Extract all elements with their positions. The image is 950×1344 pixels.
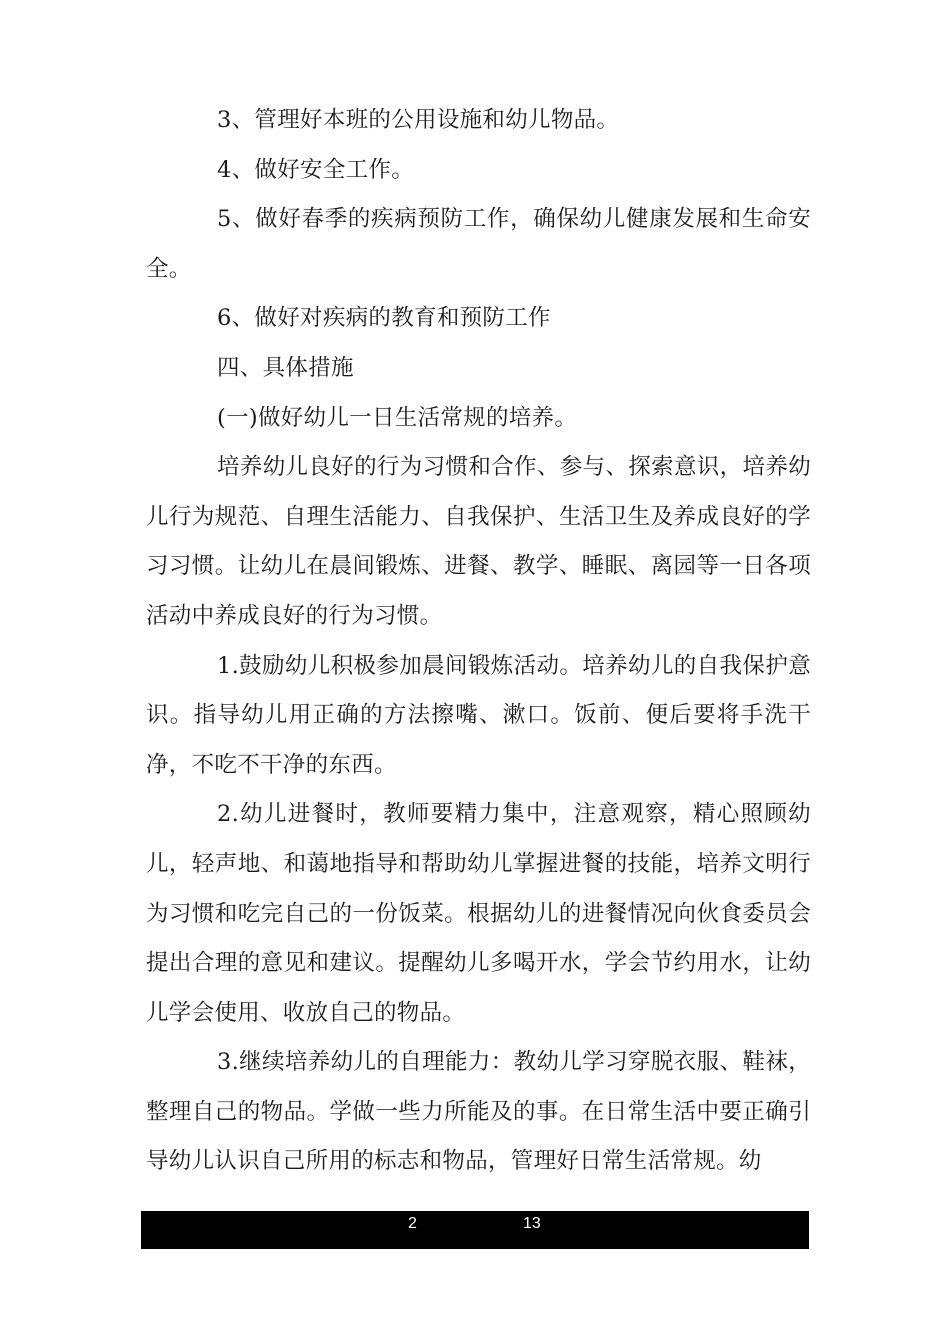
paragraph: 培养幼儿良好的行为习惯和合作、参与、探索意识，培养幼儿行为规范、自理生活能力、自我保护、生活卫生及养成良好的学习习惯。让幼儿在晨间锻炼、进餐、教学、睡眠、离园等一日各项活动中养成良好的行为习惯。 [146, 454, 811, 629]
paragraph: 2.幼儿进餐时，教师要精力集中，注意观察，精心照顾幼儿，轻声地、和蔼地指导和帮助幼儿掌握进餐的技能，培养文明行为习惯和吃完自己的一份饭菜。根据幼儿的进餐情况向伙食委员会提出合理的意见和建议。提醒幼儿多喝开水，学会节约用水，让幼儿学会使用、收放自己的物品。 [146, 801, 811, 1026]
paragraph: 6、做好对疾病的教育和预防工作 [217, 305, 551, 332]
page-number-current: 2 [408, 1215, 417, 1232]
subsection-heading: (一)做好幼儿一日生活常规的培养。 [217, 404, 578, 431]
page-footer-bar [141, 1211, 809, 1249]
document-body [146, 96, 811, 1187]
paragraph: 1.鼓励幼儿积极参加晨间锻炼活动。培养幼儿的自我保护意识。指导幼儿用正确的方法擦嘴、漱口。饭前、便后要将手洗干净，不吃不干净的东西。 [146, 652, 811, 778]
paragraph: 4、做好安全工作。 [217, 156, 415, 183]
section-heading: 四、具体措施 [217, 354, 354, 381]
paragraph: 3.继续培养幼儿的自理能力：教幼儿学习穿脱衣服、鞋袜，整理自己的物品。学做一些力所能及的事。在日常生活中要正确引导幼儿认识自己所用的标志和物品，管理好日常生活常规。幼 [146, 1049, 811, 1175]
paragraph: 3、管理好本班的公用设施和幼儿物品。 [217, 107, 620, 133]
paragraph: 5、做好春季的疾病预防工作，确保幼儿健康发展和生命安全。 [146, 206, 811, 282]
page-number-total: 13 [523, 1215, 541, 1232]
